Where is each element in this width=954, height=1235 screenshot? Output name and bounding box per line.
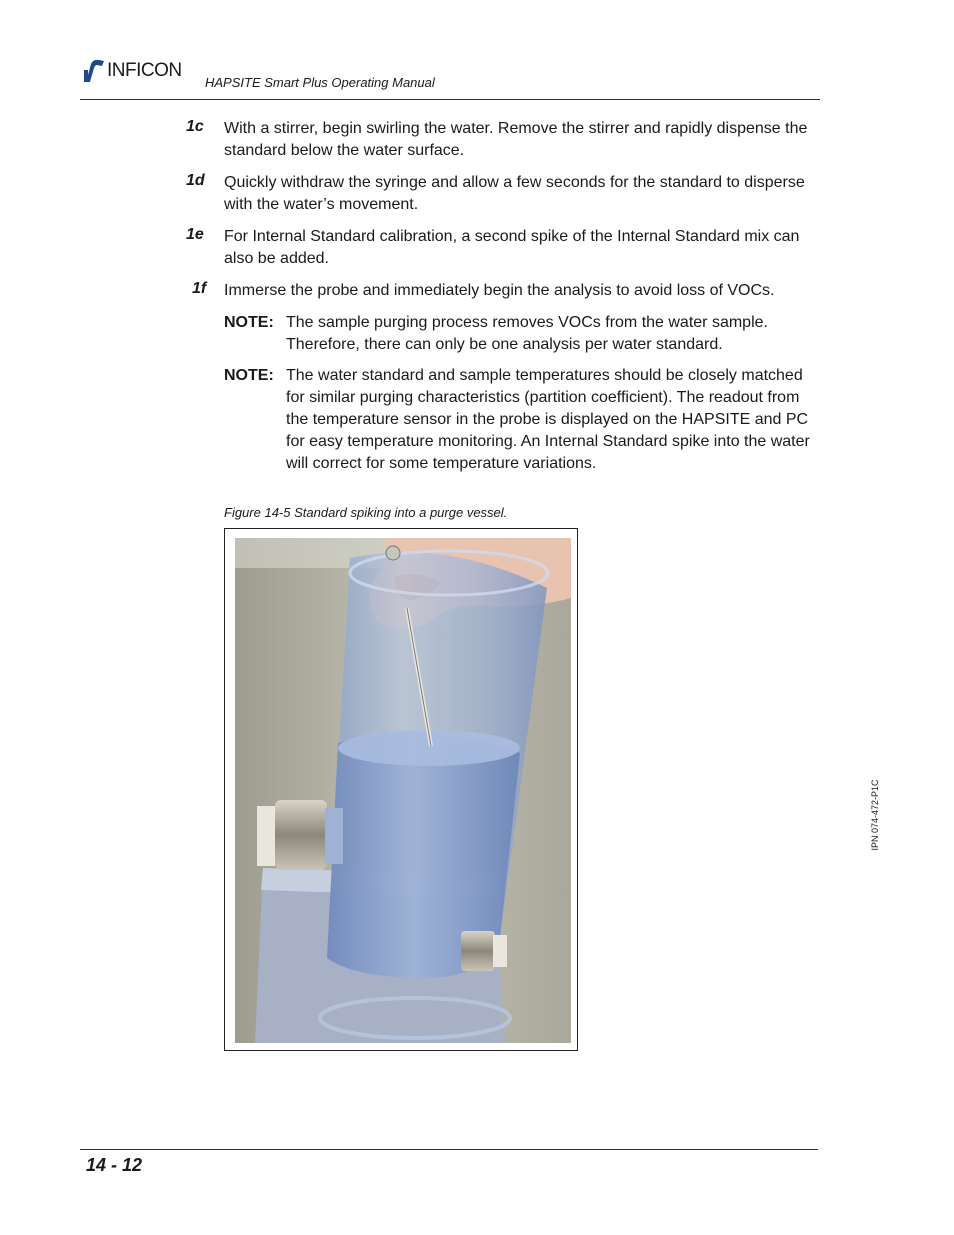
step-text: With a stirrer, begin swirling the water. Remove the stirrer and rapidly dispense the standard below the water surface. — [224, 120, 808, 159]
step-number: 1c — [186, 118, 204, 135]
note-text: The sample purging process removes VOCs from the water sample. Therefore, there can only be one analysis per water standard. — [286, 314, 768, 353]
figure-caption: Figure 14-5 Standard spiking into a purge vessel. — [224, 505, 508, 520]
step-text: Immerse the probe and immediately begin the analysis to avoid loss of VOCs. — [224, 282, 775, 299]
note-label: NOTE: — [224, 367, 274, 384]
note-label: NOTE: — [224, 314, 274, 331]
part-number: IPN 074-472-P1C — [870, 779, 880, 851]
note-text: The water standard and sample temperatures should be closely matched for similar purging characteristics (partition coefficient). The readout from the temperature sensor in the probe is displayed on the HAPSITE and PC for easy temperature monitoring. An Internal Standard spike into the water will correct for some temperature variations. — [286, 367, 810, 472]
page-number: 14 - 12 — [86, 1155, 143, 1175]
step-number: 1f — [192, 280, 207, 297]
logo-text: INFICON — [107, 60, 182, 81]
header-rule — [80, 99, 820, 100]
step-text: Quickly withdraw the syringe and allow a few seconds for the standard to disperse with the water’s movement. — [224, 174, 805, 213]
purge-vessel-photo — [235, 538, 571, 1043]
figure-frame — [224, 528, 578, 1051]
step-number: 1e — [186, 226, 204, 243]
step-text: For Internal Standard calibration, a second spike of the Internal Standard mix can also be added. — [224, 228, 800, 267]
logo-mark-icon — [82, 58, 106, 84]
step-number: 1d — [186, 172, 205, 189]
manual-title: HAPSITE Smart Plus Operating Manual — [205, 75, 435, 90]
inficon-logo — [82, 58, 197, 84]
footer-rule — [80, 1149, 818, 1150]
